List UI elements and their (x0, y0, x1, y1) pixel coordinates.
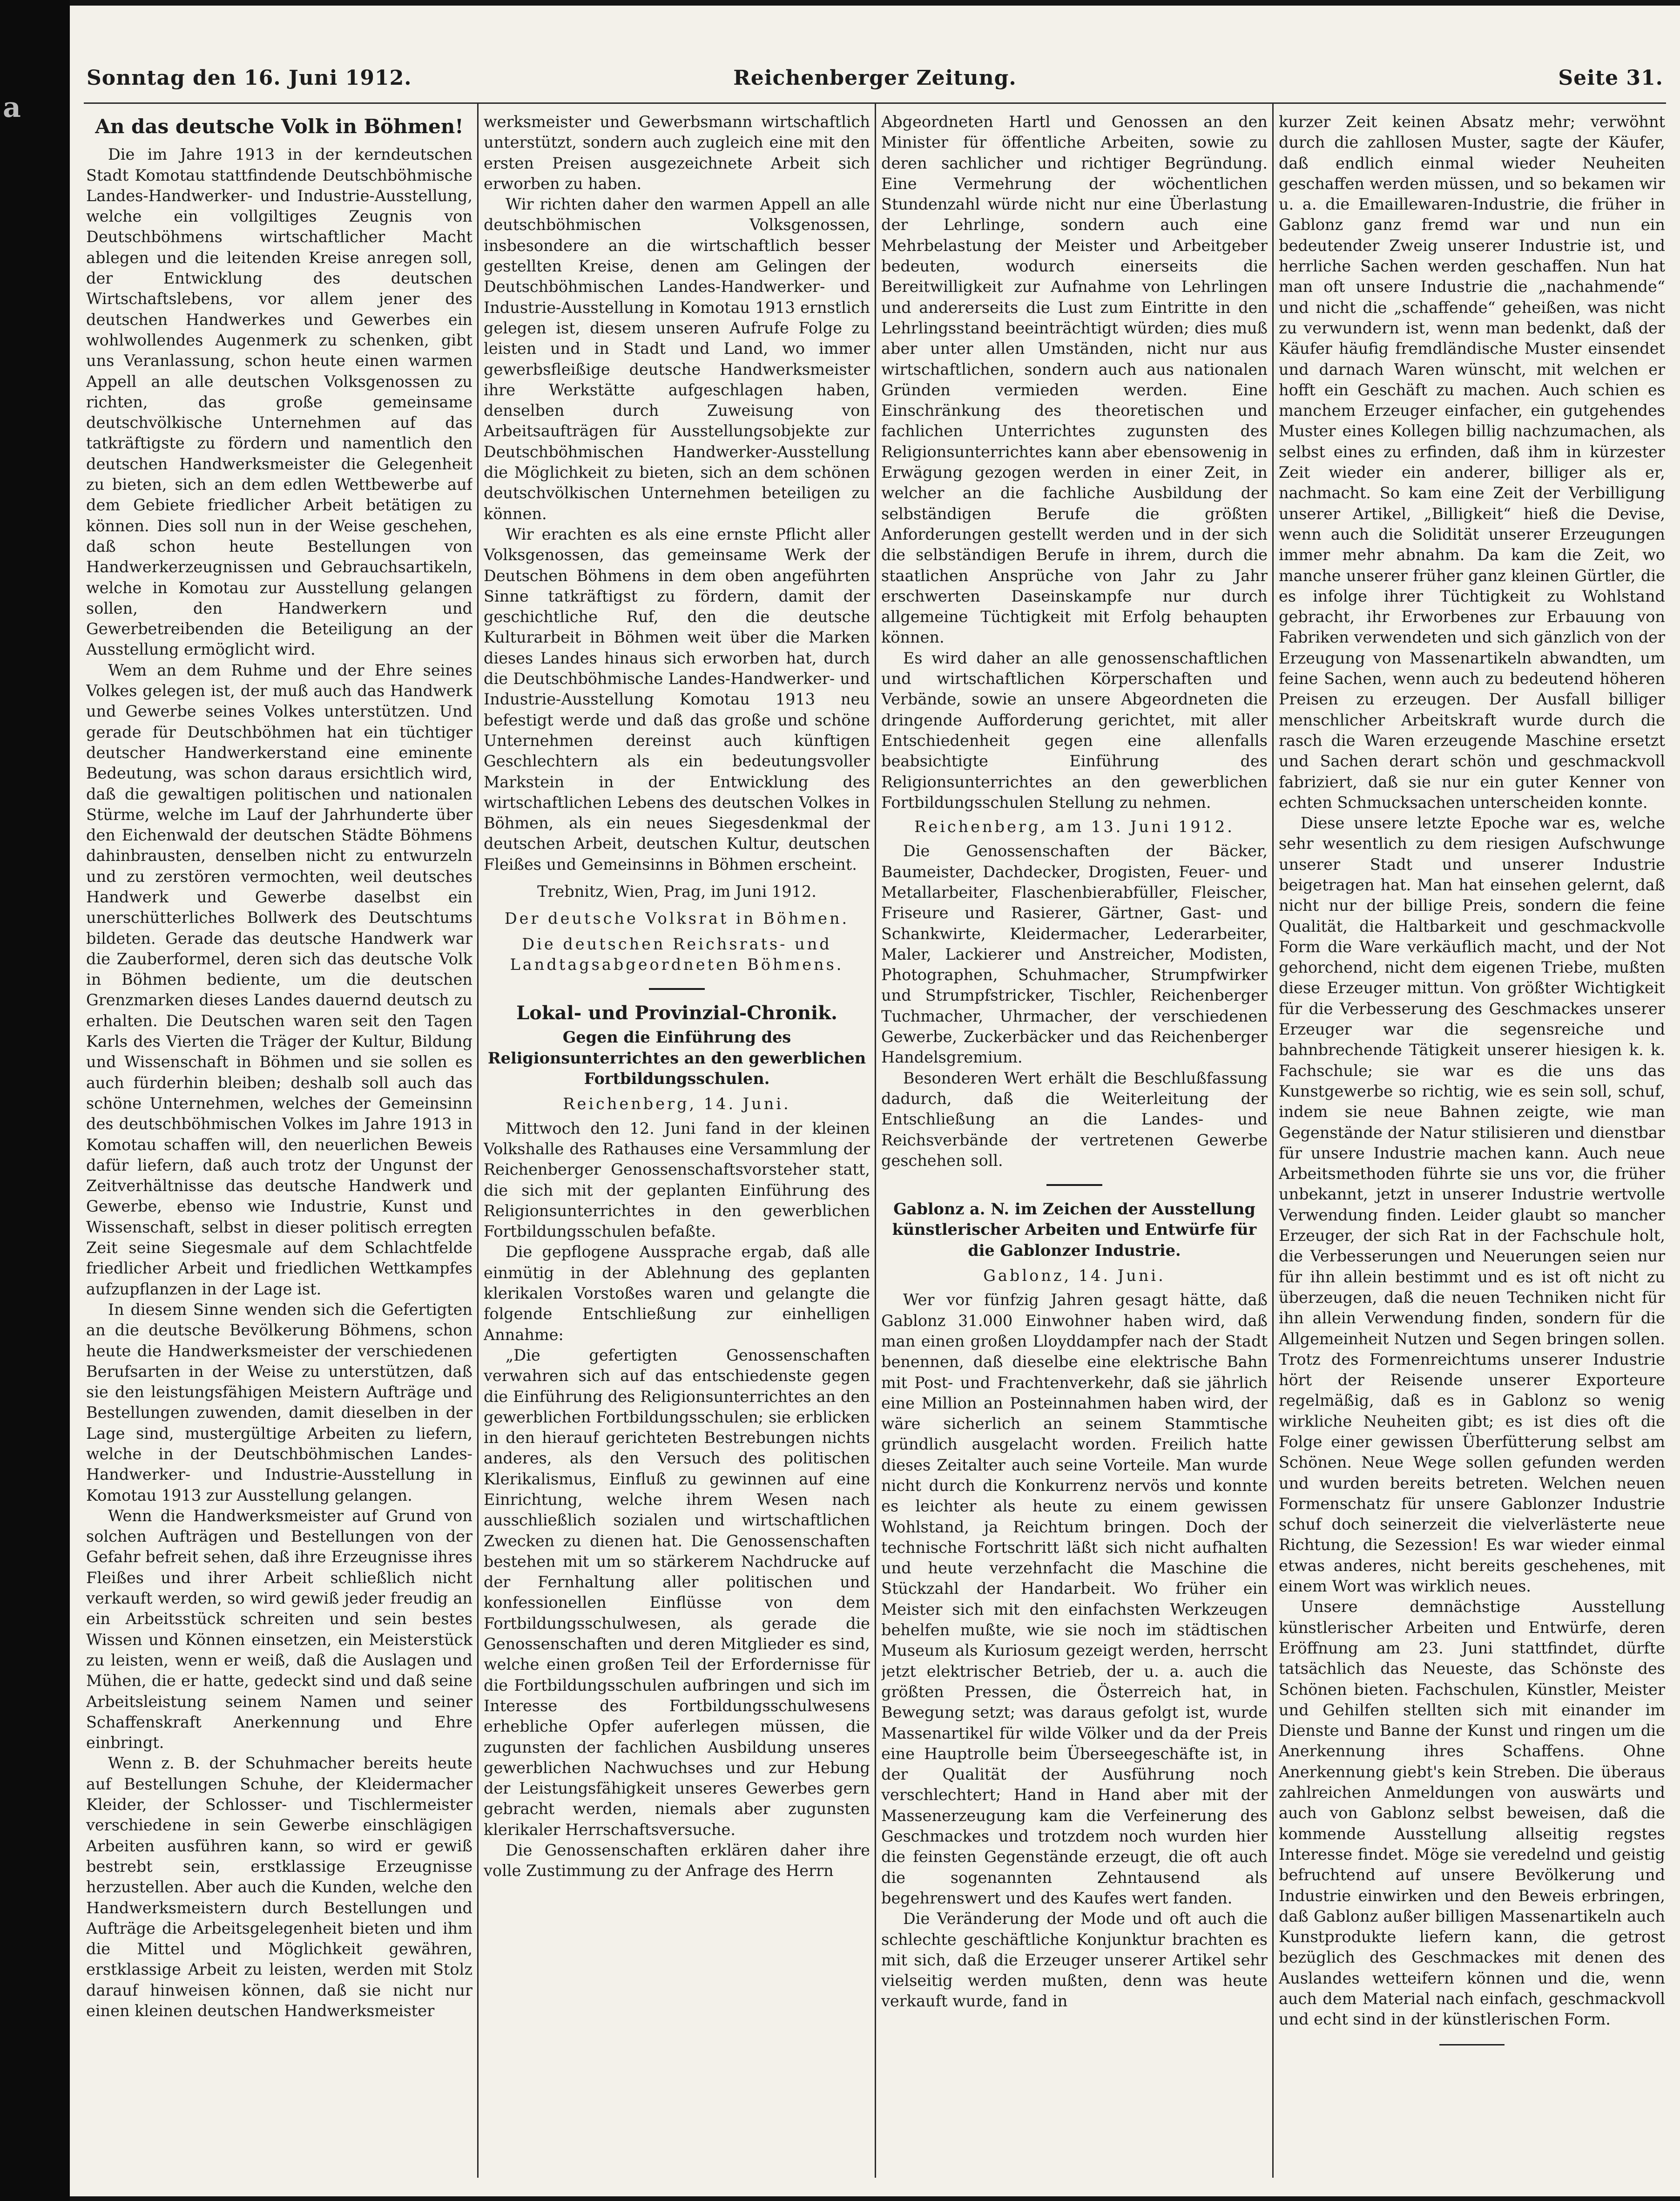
end-separator (1439, 2044, 1505, 2045)
article-subtitle: Gablonz a. N. im Zeichen der Ausstellung künstlerischer Arbeiten und Entwürfe für die Gablonzer Industrie. (892, 1200, 1257, 1260)
page-number: Seite 31. (1558, 66, 1663, 90)
paragraph: Es wird daher an alle genossenschaftlichen und wirtschaftlichen Körperschaften und Verbände, sowie an unsere Abgeordneten die dringende Aufforderung gerichtet, mit aller Entschiedenheit gegen eine allenfalls beabsichtigte Einführung des Religionsunterrichtes an den gewerblichen Fortbildungsschulen Stellung zu nehmen. (881, 649, 1268, 812)
dateline: Reichenberg, am 13. Juni 1912. (914, 818, 1235, 836)
signature-place: Trebnitz, Wien, Prag, im Juni 1912. (537, 882, 816, 901)
column-1 (86, 112, 472, 2173)
paragraph: Wir richten daher den warmen Appell an alle deutschböhmischen Volksgenossen, insbesondere an die wirtschaftlich besser gestellten Kreise, denen am Gelingen der Deutschböhmischen Landes-Handwerker- und Industrie-Ausstellung in Komotau 1913 ernstlich gelegen ist, diesem unseren Aufrufe Folge zu leisten und in Stadt und Land, wo immer gewerbsfleißige deutsche Handwerksmeister ihre Werkstätte aufgeschlagen haben, denselben durch Zuweisung von Arbeitsaufträgen für Ausstellungsobjekte zur Deutschböhmischen Handwerker-Ausstellung die Möglichkeit zu bieten, sich an dem schönen deutschvölkischen Unternehmen beteiligen zu können. (484, 195, 870, 523)
margin-mark: a (3, 91, 21, 124)
column-rule (875, 103, 876, 2178)
dateline: Gablonz, 14. Juni. (983, 1266, 1166, 1285)
article-title: An das deutsche Volk in Böhmen! (95, 115, 464, 138)
paragraph: Unsere demnächstige Ausstellung künstlerischer Arbeiten und Entwürfe, deren Eröffnung am 23. Juni stattfindet, dürfte tatsächlich das Neueste, das Schönste des Schönen bieten. Fachschulen, Künstler, Meister und Gehilfen stellten sich mit einander im Dienste und Banne der Kunst und ringen um die Anerkennung ihres Schaffens. Ohne Anerkennung giebt's kein Streben. Die überaus zahlreichen Anmeldungen von auswärts und auch von Gablonz selbst beweisen, daß die kommende Ausstellung allseitig regstes Interesse findet. Möge sie veredelnd und geistig befruchtend auf unsere Bevölkerung und Industrie einwirken und den Beweis erbringen, daß Gablonz außer billigen Massenartikeln auch Kunstprodukte liefern kann, die getrost bezüglich des Geschmackes mit denen des Auslandes wetteifern können und die, wenn auch dem Material nach einfach, geschmackvoll und echt sind in der künstlerischen Form. (1279, 1598, 1665, 2029)
newspaper-title: Reichenberger Zeitung. (733, 66, 1017, 90)
paragraph: werksmeister und Gewerbsmann wirtschaftlich unterstützt, sondern auch zugleich eine mit den ersten Preisen ausgezeichnete Arbeit sich erworben zu haben. (484, 113, 870, 193)
column-2 (484, 112, 870, 2173)
separator (1046, 1184, 1102, 1186)
paragraph: Wenn z. B. der Schuhmacher bereits heute auf Bestellungen Schuhe, der Kleidermacher Kleider, der Schlosser- und Tischlermeister verschiedene in sein Gewerbe einschlägigen Arbeiten ausführen kann, so wird er gewiß bestrebt sein, erstklassige Erzeugnisse herzustellen. Aber auch die Kunden, welche den Handwerksmeistern durch Bestellungen und Aufträge die Arbeitsgelegenheit bieten und ihm die Mittel und Möglichkeit gewähren, erstklassige Arbeit zu leisten, werden mit Stolz darauf hinweisen können, daß sie nicht nur einen kleinen deutschen Handwerksmeister (86, 1754, 472, 2020)
newspaper-page (70, 6, 1680, 2196)
paragraph: Wer vor fünfzig Jahren gesagt hätte, daß Gablonz 31.000 Einwohner haben wird, daß man einen großen Lloyddampfer nach der Stadt benennen, daß dieselbe eine elektrische Bahn mit Post- und Frachtenverkehr, daß sie jährlich eine Million an Posteinnahmen haben wird, der wäre sicherlich an seinem Stammtische gründlich ausgelacht worden. Freilich hatte dieses Zeitalter auch seine Vorteile. Man wurde nicht durch die Konkurrenz nervös und konnte es leichter als heute zu einem gewissen Wohlstand, ja Reichtum bringen. Doch der technische Fortschritt läßt sich nicht aufhalten und heute verzehnfacht die Maschine die Stückzahl der Handarbeit. Wo früher ein Meister sich mit den einfachsten Werkzeugen behelfen mußte, wie sie noch im städtischen Museum als Kuriosum gezeigt werden, herrscht jetzt elektrischer Betrieb, der u. a. auch die größten Pressen, die Österreich hat, in Bewegung setzt; was daraus gefolgt ist, wurde Massenartikel für wilde Völker und da der Preis eine Hauptrolle beim Überseegeschäfte ist, in der Qualität der Ausführung noch verschlechtert; Hand in Hand aber mit der Massenerzeugung kam die Verfeinerung des Geschmackes und trotzdem noch wurden hier die feinsten Gegenstände erzeugt, die oft auch die sogenannten Zehntausend als begehrenswert und des Kaufes wert fanden. (881, 1291, 1268, 1907)
paragraph: Mittwoch den 12. Juni fand in der kleinen Volkshalle des Rathauses eine Versammlung der Reichenberger Genossenschaftsvorsteher statt, die sich mit der geplanten Einführung des Religionsunterrichtes in den gewerblichen Fortbildungsschulen befaßte. (484, 1119, 870, 1241)
paragraph: Diese unsere letzte Epoche war es, welche sehr wesentlich zu dem riesigen Aufschwunge unserer Stadt und unserer Industrie beigetragen hat. Man hat einsehen gelernt, daß nicht nur der billige Preis, sondern die feine Qualität, die Haltbarkeit und geschmackvolle Form die Ware verkäuflich macht, und der Not gehorchend, nicht dem eigenen Triebe, mußten diese Erzeuger mittun. Von größter Wichtigkeit für die Verbesserung des Geschmackes unserer Erzeuger war die segensreiche und bahnbrechende Tätigkeit unserer hiesigen k. k. Fachschule; sie war es die uns das Kunstgewerbe so richtig, wie es sein soll, schuf, indem sie neue Bahnen zeigte, wie man Gegenstände der Natur stilisieren und dienstbar für unsere Industrie machen kann. Auch neue Arbeitsmethoden führte sie uns vor, die früher unbekannt, jetzt in unserer Industrie wertvolle Verwendung finden. Leider glaubt so mancher Erzeuger, der sich Rat in der Fachschule holt, die Verbesserungen und Neuerungen seien nur für ihn allein bestimmt und es ist oft nicht zu überzeugen, daß die neuen Techniken nicht für ihn allein Verwendung finden, sondern für die Allgemeinheit Nutzen und Segen bringen sollen. Trotz des Formenreichtums unserer Industrie hört der Reisende unserer Exporteure regelmäßig, daß es in Gablonz so wenig wirkliche Neuheiten gibt; es ist dies oft die Folge einer gewissen Überfütterung selbst am Schönen. Neue Wege sollen gefunden werden und wurden bereits betreten. Welchen neuen Formenschatz für unsere Gablonzer Industrie schuf doch seinerzeit die vielverlästerte neue Richtung, die Sezession! Es war wieder einmal etwas anderes, nicht bereits geschehenes, mit einem Wort was wirklich neues. (1279, 814, 1665, 1596)
column-rule (477, 103, 479, 2178)
column-4 (1279, 112, 1665, 2173)
paragraph: kurzer Zeit keinen Absatz mehr; verwöhnt durch die zahllosen Muster, sagte der Käufer, daß endlich einmal wieder Neuheiten geschaffen werden müssen, und so bekamen wir u. a. die Emaillewaren-Industrie, die früher in Gablonz ganz fremd war und nun ein bedeutender Zweig unserer Industrie ist, und herrliche Sachen werden geschaffen. Nun hat man oft unsere Industrie die „nachahmende“ und nicht die „schaffende“ geheißen, was nicht zu verwundern ist, wenn man bedenkt, daß der Käufer häufig fremdländische Muster einsendet und darnach Waren wünscht, mit welchen er hofft ein Geschäft zu machen. Auch schien es manchem Erzeuger einfacher, ein gutgehendes Muster eines Kollegen billig nachzumachen, als selbst eines zu erfinden, daß ihm in kürzester Zeit wieder ein anderer, billiger als er, nachmacht. So kam eine Zeit der Verbilligung unserer Artikel, „Billigkeit“ hieß die Devise, wenn auch die Solidität unserer Erzeugungen immer mehr abnahm. Da kam die Zeit, wo manche unserer früher ganz kleinen Gürtler, die es infolge ihrer Tüchtigkeit zu Wohlstand gebracht, ihr Erworbenes zur Erbauung von Fabriken verwendeten und sich gänzlich von der Erzeugung von Massenartikeln abwandten, um feine Sachen, wenn auch zu bedeutend höheren Preisen zu erzeugen. Der Ausfall billiger menschlicher Arbeitskraft wurde durch die rasch die Waren erzeugende Maschine ersetzt und Sachen derart schön und geschmackvoll fabriziert, daß sie nur ein guter Kenner von echten Schmucksachen unterscheiden konnte. (1279, 113, 1665, 812)
article-subtitle: Gegen die Einführung des Religionsunterrichtes an den gewerblichen Fortbildungsschulen. (487, 1028, 866, 1088)
scan-margin (0, 0, 70, 2201)
paragraph: Die gepflogene Aussprache ergab, daß alle einmütig in der Ablehnung des geplanten klerikalen Vorstoßes waren und gelangte die folgende Entschließung zur einhelligen Annahme: (484, 1243, 870, 1344)
paragraph: Wir erachten es als eine ernste Pflicht aller Volksgenossen, das gemeinsame Werk der Deutschen Böhmens in dem oben angeführten Sinne tatkräftigst zu fördern, damit der geschichtliche Ruf, den die deutsche Kulturarbeit in Böhmen weit über die Marken dieses Landes hinaus sich erworben hat, durch die Deutschböhmische Landes-Handwerker- und Industrie-Ausstellung Komotau 1913 neu befestigt werde und daß das große und schöne Unternehmen dereinst auch künftigen Geschlechtern als ein bedeutungsvoller Markstein in der Entwicklung des wirtschaftlichen Lebens des deutschen Volkes in Böhmen, als ein neues Siegesdenkmal der deutschen Arbeit, deutschen Kultur, deutschen Fleißes und Gemeinsinns in Böhmen erscheint. (484, 525, 870, 874)
paragraph: Die im Jahre 1913 in der kerndeutschen Stadt Komotau stattfindende Deutschböhmische Landes-Handwerker- und Industrie-Ausstellung, welche ein vollgiltiges Zeugnis von Deutschböhmens wirtschaftlicher Macht ablegen und die leitenden Kreise anregen soll, der Entwicklung des deutschen Wirtschaftslebens, vor allem jener des deutschen Handwerkes und Gewerbes ein wohlwollendes Augenmerk zu schenken, gibt uns Veranlassung, schon heute einen warmen Appell an alle deutschen Volksgenossen zu richten, das große gemeinsame deutschvölkische Unternehmen auf das tatkräftigste zu fördern und namentlich den deutschen Handwerksmeister die Gelegenheit zu bieten, sich an dem edlen Wettbewerbe auf dem Gebiete friedlicher Arbeit betätigen zu können. Dies soll nun in der Weise geschehen, daß schon heute Bestellungen von Handwerkerzeugnissen und Gebrauchsartikeln, welche in Komotau zur Ausstellung gelangen sollen, den Handwerkern und Gewerbetreibenden die Beteiligung an der Ausstellung ermöglicht wird. (86, 145, 472, 659)
paragraph: Die Genossenschaften erklären daher ihre volle Zustimmung zu der Anfrage des Herrn (484, 1841, 870, 1880)
paragraph: Abgeordneten Hartl und Genossen an den Minister für öffentliche Arbeiten, sowie zu deren sachlicher und richtiger Begründung. Eine Vermehrung der wöchentlichen Stundenzahl würde nicht nur eine Überlastung der Lehrlinge, sondern auch eine Mehrbelastung der Meister und Arbeitgeber bedeuten, wodurch einerseits die Bereitwilligkeit zur Aufnahme von Lehrlingen und andererseits die Lust zum Eintritte in den Lehrlingsstand beeinträchtigt würden; dies muß aber unter allen Umständen, nicht nur aus wirtschaftlichen, sondern auch aus nationalen Gründen vermieden werden. Eine Einschränkung des theoretischen und fachlichen Unterrichtes zugunsten des Religionsunterrichtes kann aber ebensowenig in Erwägung gezogen werden in einer Zeit, in welcher an die fachliche Ausbildung der selbständigen Berufe die größten Anforderungen gestellt werden und in der sich die selbständigen Berufe in ihrem, durch die staatlichen Ansprüche von Jahr zu Jahr erschwerten Daseinskampfe nur durch allgemeine Tüchtigkeit mit Erfolg behaupten können. (881, 113, 1268, 647)
signatory: Der deutsche Volksrat in Böhmen. (504, 909, 850, 928)
header-date: Sonntag den 16. Juni 1912. (87, 66, 412, 90)
paragraph: Die Genossenschaften der Bäcker, Baumeister, Dachdecker, Drogisten, Feuer- und Metallarbeiter, Flaschenbierabfüller, Fleischer, Friseure und Rasierer, Gärtner, Gast- und Schankwirte, Kleidermacher, Lederarbeiter, Maler, Lackierer und Anstreicher, Modisten, Photographen, Schuhmacher, Strumpfwirker und Strumpfstricker, Tischler, Reichenberger Tuchmacher, Uhrmacher, der verschiedenen Gewerbe, Zuckerbäcker und das Reichenberger Handelsgremium. (881, 842, 1268, 1067)
paragraph: Wem an dem Ruhme und der Ehre seines Volkes gelegen ist, der muß auch das Handwerk und Gewerbe seines Volkes unterstützen. Und gerade für Deutschböhmen hat ein tüchtiger deutscher Handwerkerstand eine eminente Bedeutung, was schon daraus ersichtlich wird, daß die gewaltigen politischen und nationalen Stürme, welche im Lauf der Jahrhunderte über den Eichenwald der deutschen Städte Böhmens dahinbrausten, denselben nicht zu entwurzeln und zu zerstören vermochten, weil deutsches Handwerk und Gewerbe daselbst ein unerschütterliches Bollwerk des Deutschtums bildeten. Gerade das deutsche Handwerk war die Zauberformel, deren sich das deutsche Volk in Böhmen bediente, um die deutschen Grenzmarken dieses Landes dauernd deutsch zu erhalten. Die Deutschen waren seit den Tagen Karls des Vierten die Träger der Kultur, Bildung und Wissenschaft in Böhmen und sie sollen es auch fürderhin bleiben; deshalb soll auch das schöne Unternehmen, welches der Gemeinsinn des deutschböhmischen Volkes im Jahre 1913 in Komotau schaffen will, den neuerlichen Beweis dafür liefern, daß auch trotz der Ungunst der Zeitverhältnisse das deutsche Handwerk und Gewerbe, ebenso wie Industrie, Kunst und Wissenschaft, selbst in dieser politisch erregten Zeit seine Siegesmale auf dem Schlachtfelde friedlicher Arbeit und friedlichen Wettkampfes aufzupflanzen in der Lage ist. (86, 661, 472, 1298)
paragraph: Die Veränderung der Mode und oft auch die schlechte geschäftliche Konjunktur brachten es mit sich, daß die Erzeuger unserer Artikel sehr vielseitig werden mußten, denn was heute verkauft wurde, fand in (881, 1910, 1268, 2011)
paragraph: In diesem Sinne wenden sich die Gefertigten an die deutsche Bevölkerung Böhmens, schon heute die Handwerksmeister der verschiedenen Berufsarten in der Weise zu unterstützen, daß sie den leistungsfähigen Meistern Aufträge und Bestellungen zuwenden, damit dieselben in der Lage sind, mustergültige Arbeiten zu liefern, welche in der Deutschböhmischen Landes-Handwerker- und Industrie-Ausstellung in Komotau 1913 zur Ausstellung gelangen. (86, 1300, 472, 1504)
paragraph: Besonderen Wert erhält die Beschlußfassung dadurch, daß die Weiterleitung der Entschließung an die Landes- und Reichsverbände der vertretenen Gewerbe geschehen soll. (881, 1069, 1268, 1170)
dateline: Reichenberg, 14. Juni. (563, 1095, 791, 1113)
page-header (87, 66, 1663, 108)
separator (649, 988, 705, 990)
paragraph: „Die gefertigten Genossenschaften verwahren sich auf das entschiedenste gegen die Einführung des Religionsunterrichtes an den gewerblichen Fortbildungsschulen; sie erblicken in den hierauf gerichteten Bestrebungen nichts anderes, als den Versuch des politischen Klerikalismus, Einfluß zu gewinnen auf eine Einrichtung, welche ihrem Wesen nach ausschließlich sozialen und wirtschaftlichen Zwecken zu dienen hat. Die Genossenschaften bestehen mit um so stärkerem Nachdrucke auf der Fernhaltung aller politischen und konfessionellen Einflüsse von dem Fortbildungsschulwesen, als gerade die Genossenschaften und deren Mitglieder es sind, welche einen großen Teil der Erfordernisse für die Fortbildungsschulen aufbringen und sich im Interesse des Fortbildungsschulwesens erhebliche Opfer auferlegen müssen, die zugunsten der fachlichen Ausbildung unseres gewerblichen Nachwuchses und zur Hebung der Leistungsfähigkeit unseres Gewerbes gern gebracht werden, niemals aber zugunsten klerikaler Herrschaftsversuche. (484, 1346, 870, 1839)
column-3 (881, 112, 1268, 2173)
column-rule (1272, 103, 1274, 2178)
signatory: Die deutschen Reichsrats- und Landtagsabgeordneten Böhmens. (510, 935, 844, 974)
section-title: Lokal- und Provinzial-Chronik. (516, 1002, 837, 1024)
paragraph: Wenn die Handwerksmeister auf Grund von solchen Aufträgen und Bestellungen von der Gefahr befreit sehen, daß ihre Erzeugnisse ihres Fleißes und ihrer Arbeit schließlich nicht verkauft werden, so wird gewiß jeder freudig an ein Arbeitsstück schreiten und sein bestes Wissen und Können einsetzen, ein Meisterstück zu leisten, wenn er weiß, daß die Auslagen und Mühen, die er hatte, gedeckt sind und daß seine Arbeitsleistung seinem Namen und seiner Schaffenskraft Anerkennung und Ehre einbringt. (86, 1506, 472, 1752)
